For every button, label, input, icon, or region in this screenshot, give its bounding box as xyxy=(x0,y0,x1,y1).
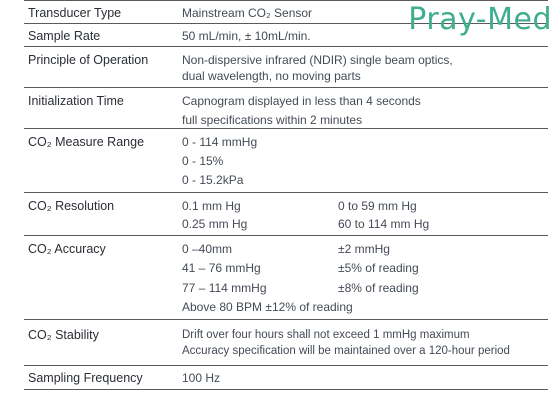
spec-value: ±2 mmHg xyxy=(338,242,390,256)
spec-value: 50 mL/min, ± 10mL/min. xyxy=(182,29,311,43)
spec-value: Non-dispersive infrared (NDIR) single beam optics, xyxy=(182,53,453,67)
spec-value: 77 – 114 mmHg xyxy=(182,281,267,295)
spec-row-principle xyxy=(24,47,548,88)
spec-value: Drift over four hours shall not exceed 1 mmHg maximum xyxy=(182,329,470,341)
spec-value: 0 –40mm xyxy=(182,242,233,256)
spec-label: CO₂ Measure Range xyxy=(28,135,145,149)
spec-value: 0.25 mm Hg xyxy=(182,217,248,231)
spec-row-resolution xyxy=(24,193,548,236)
spec-row-sampling-frequency xyxy=(24,366,548,390)
spec-value: full specifications within 2 minutes xyxy=(182,113,363,127)
spec-label: Sample Rate xyxy=(28,29,101,43)
spec-row-accuracy xyxy=(24,236,548,320)
spec-value: ±5% of reading xyxy=(338,261,419,275)
spec-value: ±8% of reading xyxy=(338,281,419,295)
spec-value: Mainstream CO₂ Sensor xyxy=(182,6,313,20)
spec-value: dual wavelength, no moving parts xyxy=(182,69,361,83)
spec-value: 60 to 114 mm Hg xyxy=(338,217,430,231)
spec-value: 0 - 114 mmHg xyxy=(182,135,258,149)
spec-row-initialization xyxy=(24,88,548,129)
spec-label: Initialization Time xyxy=(28,94,124,108)
spec-label: Principle of Operation xyxy=(28,53,149,67)
spec-row-measure-range xyxy=(24,129,548,193)
spec-label: CO₂ Accuracy xyxy=(28,242,106,256)
spec-value: 0.1 mm Hg xyxy=(182,199,241,213)
spec-label: CO₂ Resolution xyxy=(28,199,115,213)
spec-value: 0 - 15.2kPa xyxy=(182,173,244,187)
spec-label: CO₂ Stability xyxy=(28,328,99,342)
spec-table xyxy=(24,0,548,390)
spec-value: Accuracy specification will be maintained over a 120-hour period xyxy=(182,345,510,357)
watermark-logo: Pray-Med xyxy=(408,2,552,37)
spec-label: Transducer Type xyxy=(28,6,122,20)
spec-value: 41 – 76 mmHg xyxy=(182,261,261,275)
spec-label: Sampling Frequency xyxy=(28,371,143,385)
spec-row-stability xyxy=(24,320,548,366)
spec-value: 0 to 59 mm Hg xyxy=(338,199,417,213)
spec-value: 0 - 15% xyxy=(182,154,224,168)
spec-value: 100 Hz xyxy=(182,371,221,385)
spec-value: Above 80 BPM ±12% of reading xyxy=(182,300,353,314)
spec-value: Capnogram displayed in less than 4 seconds xyxy=(182,94,421,108)
